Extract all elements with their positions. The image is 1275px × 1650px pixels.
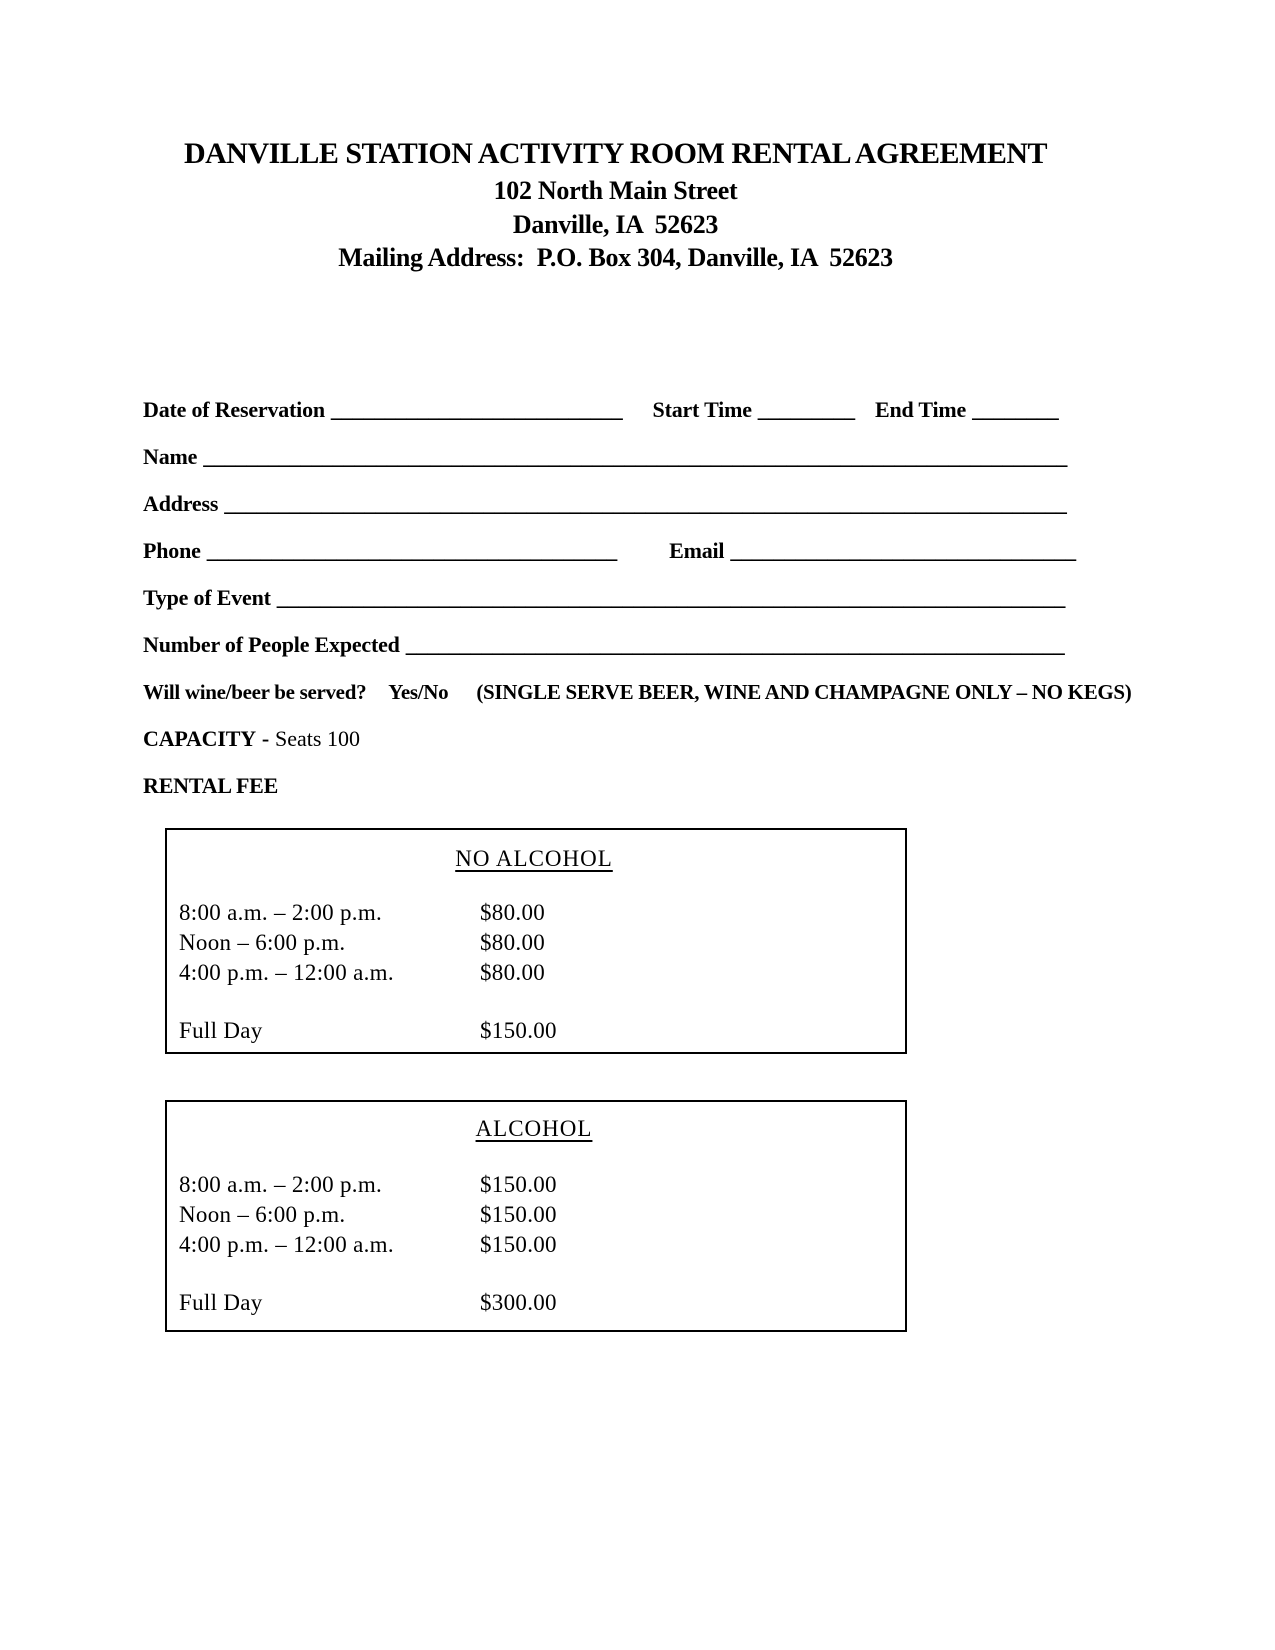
time-slot-cell: 8:00 a.m. – 2:00 p.m. — [179, 1172, 383, 1197]
capacity-label: CAPACITY — [143, 726, 256, 751]
price-cell: $150.00 — [480, 1232, 557, 1257]
name-label: Name — [143, 444, 198, 469]
no-alcohol-heading-row — [179, 844, 889, 874]
type-of-event-blank: _________________________________________________________________________ — [276, 585, 1066, 610]
table-row — [179, 958, 889, 988]
date-of-reservation-label: Date of Reservation — [143, 397, 325, 422]
price-cell: $80.00 — [480, 960, 546, 985]
end-time-blank: ________ — [972, 397, 1059, 422]
price-cell: $150.00 — [480, 1202, 557, 1227]
email-blank: ________________________________ — [730, 538, 1076, 563]
no-alcohol-heading: NO ALCOHOL — [455, 846, 613, 871]
price-cell: $150.00 — [480, 1018, 557, 1043]
page-title: DANVILLE STATION ACTIVITY ROOM RENTAL AGREEMENT — [183, 137, 1048, 170]
type-of-event-row — [143, 584, 1088, 612]
alcohol-fee-table — [165, 1100, 907, 1332]
people-expected-label: Number of People Expected — [143, 632, 400, 657]
table-row — [179, 1170, 889, 1200]
type-of-event-label: Type of Event — [143, 585, 271, 610]
price-cell: $80.00 — [480, 930, 546, 955]
table-row-full-day — [179, 1016, 889, 1046]
table-row — [179, 898, 889, 928]
capacity-row — [143, 725, 1088, 753]
price-cell: $300.00 — [480, 1290, 557, 1315]
name-blank: ________________________________________________________________________________ — [203, 444, 1068, 469]
price-cell: $80.00 — [480, 900, 546, 925]
table-row-full-day — [179, 1288, 889, 1318]
phone-email-row — [143, 537, 1088, 565]
form-fields — [143, 396, 1132, 800]
date-of-reservation-blank: ___________________________ — [330, 397, 623, 422]
alcohol-heading: ALCOHOL — [475, 1116, 593, 1141]
table-row — [179, 928, 889, 958]
document-header — [143, 134, 1088, 274]
mailing-address: Mailing Address: P.O. Box 304, Danville, IA 52623 — [338, 243, 893, 272]
street-address: 102 North Main Street — [493, 176, 738, 205]
table-row — [179, 1200, 889, 1230]
price-cell: $150.00 — [480, 1172, 557, 1197]
rental-fee-heading: RENTAL FEE — [143, 773, 279, 798]
people-expected-row — [143, 631, 1088, 659]
address-label: Address — [143, 491, 219, 516]
wine-beer-yes-no: Yes/No — [388, 680, 449, 704]
wine-beer-row — [143, 678, 1132, 706]
wine-beer-note: (SINGLE SERVE BEER, WINE AND CHAMPAGNE ONLY – NO KEGS) — [476, 680, 1132, 704]
start-time-label: Start Time — [652, 397, 752, 422]
end-time-label: End Time — [874, 397, 967, 422]
start-time-blank: _________ — [757, 397, 855, 422]
alcohol-heading-row — [179, 1114, 889, 1144]
phone-label: Phone — [143, 538, 201, 563]
reservation-time-row — [143, 396, 1088, 424]
rental-fee-heading-row — [143, 772, 1088, 800]
address-row — [143, 490, 1088, 518]
no-alcohol-fee-table — [165, 828, 907, 1054]
email-label: Email — [669, 538, 725, 563]
time-slot-cell: 8:00 a.m. – 2:00 p.m. — [179, 900, 383, 925]
name-row — [143, 443, 1088, 471]
people-expected-blank: _____________________________________________________________ — [405, 632, 1065, 657]
phone-blank: ______________________________________ — [206, 538, 618, 563]
time-slot-cell: Full Day — [179, 1290, 263, 1315]
time-slot-cell: 4:00 p.m. – 12:00 a.m. — [179, 1232, 394, 1257]
time-slot-cell: Noon – 6:00 p.m. — [179, 1202, 346, 1227]
capacity-separator: - — [261, 726, 270, 751]
capacity-value: Seats 100 — [275, 726, 360, 751]
address-blank: ______________________________________________________________________________ — [224, 491, 1067, 516]
time-slot-cell: Full Day — [179, 1018, 263, 1043]
time-slot-cell: Noon – 6:00 p.m. — [179, 930, 346, 955]
city-state-zip: Danville, IA 52623 — [512, 210, 719, 239]
time-slot-cell: 4:00 p.m. – 12:00 a.m. — [179, 960, 394, 985]
wine-beer-question: Will wine/beer be served? — [143, 680, 367, 704]
table-row — [179, 1230, 889, 1260]
